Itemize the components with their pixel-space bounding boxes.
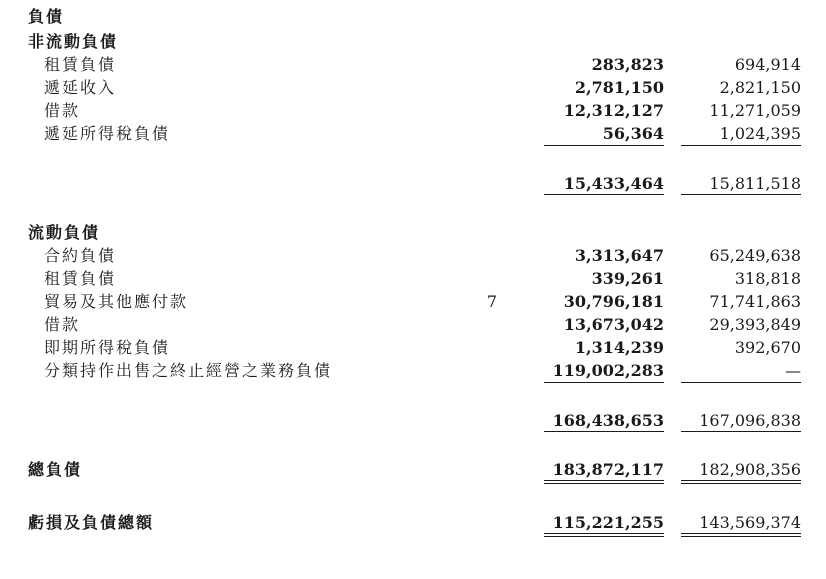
prior-year-value: 11,271,059	[709, 101, 801, 120]
prior-year-value: 694,914	[734, 55, 801, 74]
table-row	[0, 268, 826, 290]
subtotal-rule	[681, 145, 801, 146]
table-row	[0, 54, 826, 76]
row-label: 貿易及其他應付款	[44, 292, 189, 311]
row-label: 合約負債	[44, 246, 117, 265]
prior-year-value: 29,393,849	[709, 315, 801, 334]
table-row	[0, 77, 826, 99]
subtotal-rule	[681, 382, 801, 383]
current-heading-row	[0, 222, 826, 244]
table-row	[0, 314, 826, 336]
table-row	[0, 100, 826, 122]
current-year-subtotal: 15,433,464	[563, 174, 664, 193]
row-label: 租賃負債	[44, 55, 117, 74]
current-year-grand-total: 115,221,255	[552, 513, 664, 532]
current-heading: 流動負債	[28, 223, 101, 242]
current-year-value: 2,781,150	[574, 78, 664, 97]
subtotal-underline	[681, 194, 801, 195]
table-row	[0, 360, 826, 382]
current-year-value: 1,314,239	[574, 338, 664, 357]
current-year-total: 183,872,117	[552, 460, 664, 479]
deficit-and-liabilities-row	[0, 512, 826, 534]
total-double-underline	[681, 480, 801, 484]
row-label: 分類持作出售之終止經營之業務負債	[44, 361, 333, 380]
prior-year-value: 65,249,638	[709, 246, 801, 265]
prior-year-value: —	[785, 361, 801, 380]
section-title: 負債	[28, 7, 65, 26]
total-liabilities-label: 總負債	[28, 460, 83, 479]
table-row	[0, 337, 826, 359]
prior-year-value: 392,670	[734, 338, 801, 357]
row-label: 借款	[44, 101, 81, 120]
current-year-value: 3,313,647	[574, 246, 664, 265]
total-double-underline	[544, 480, 664, 484]
prior-year-value: 318,818	[734, 269, 801, 288]
subtotal-row	[0, 173, 826, 195]
prior-year-value: 71,741,863	[709, 292, 801, 311]
grand-total-double-underline	[681, 533, 801, 537]
current-year-value: 13,673,042	[563, 315, 664, 334]
prior-year-value: 2,821,150	[719, 78, 801, 97]
table-row	[0, 245, 826, 267]
subtotal-rule	[544, 145, 664, 146]
section-title-row	[0, 6, 826, 28]
row-label: 遞延收入	[44, 78, 117, 97]
table-row	[0, 291, 826, 313]
current-year-value: 56,364	[602, 124, 664, 143]
current-year-value: 283,823	[591, 55, 664, 74]
table-row	[0, 123, 826, 145]
subtotal-underline	[544, 431, 664, 432]
subtotal-underline	[681, 431, 801, 432]
non-current-heading-row	[0, 31, 826, 53]
current-year-subtotal: 168,438,653	[552, 411, 664, 430]
prior-year-value: 1,024,395	[719, 124, 801, 143]
row-label: 借款	[44, 315, 81, 334]
row-label: 即期所得稅負債	[44, 338, 171, 357]
note-reference: 7	[486, 292, 498, 311]
prior-year-subtotal: 15,811,518	[709, 174, 801, 193]
grand-total-double-underline	[544, 533, 664, 537]
deficit-and-liabilities-label: 虧損及負債總額	[28, 513, 155, 532]
subtotal-row	[0, 410, 826, 432]
subtotal-underline	[544, 194, 664, 195]
prior-year-subtotal: 167,096,838	[699, 411, 801, 430]
row-label: 遞延所得稅負債	[44, 124, 171, 143]
total-liabilities-row	[0, 459, 826, 481]
current-year-value: 12,312,127	[563, 101, 664, 120]
row-label: 租賃負債	[44, 269, 117, 288]
current-year-value: 339,261	[591, 269, 664, 288]
current-year-value: 30,796,181	[563, 292, 664, 311]
prior-year-total: 182,908,356	[699, 460, 801, 479]
current-year-value: 119,002,283	[552, 361, 664, 380]
non-current-heading: 非流動負債	[28, 32, 119, 51]
subtotal-rule	[544, 382, 664, 383]
prior-year-grand-total: 143,569,374	[699, 513, 801, 532]
